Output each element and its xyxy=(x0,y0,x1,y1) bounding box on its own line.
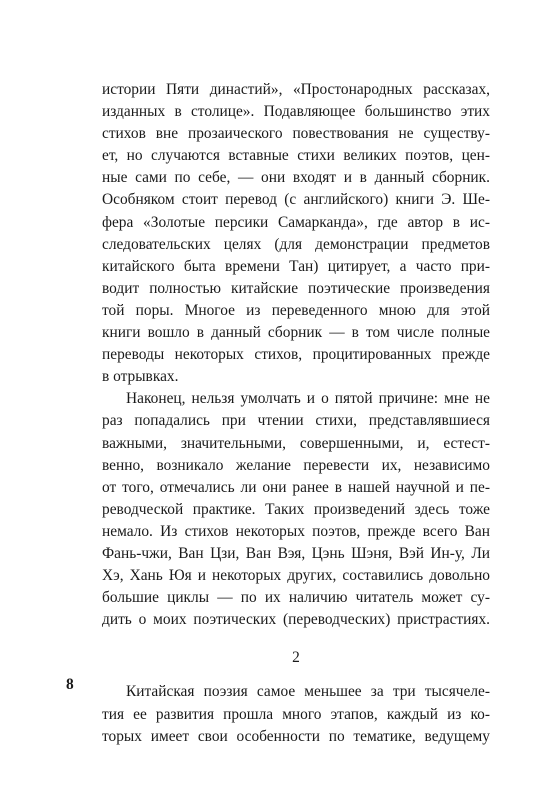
text-line: реводческой практике. Таких произведений здесь тоже xyxy=(102,500,490,518)
text-line: водит полностью китайские поэтические произведения xyxy=(102,279,490,297)
text-line: раз попадались при чтении стихи, представлявшиеся xyxy=(102,412,490,430)
page-body xyxy=(102,79,490,748)
text-line: Фань-чжи, Ван Цзи, Ван Вэя, Цэнь Шэня, Вэй Ин-у, Ли xyxy=(102,544,490,562)
text-line: Китайская поэзия самое меньшее за три тысячеле- xyxy=(126,683,490,701)
text-line: переводы некоторых стихов, процитированных прежде xyxy=(102,346,490,364)
text-line: в отрывках. xyxy=(102,368,179,386)
text-line: Особняком стоит перевод (с английского) книги Э. Ше- xyxy=(102,191,490,209)
text-line: венно, возникало желание перевести их, независимо xyxy=(102,456,490,474)
text-line: тия ее развития прошла много этапов, каждый из ко- xyxy=(102,705,490,723)
text-line: ет, но случаются вставные стихи великих поэтов, цен- xyxy=(102,147,490,165)
section-heading: 2 xyxy=(292,649,300,667)
paragraph-1 xyxy=(102,79,490,388)
page-number: 8 xyxy=(66,676,74,693)
text-line: важными, значительными, совершенными, и, естест- xyxy=(102,434,490,452)
paragraph-2 xyxy=(102,388,490,631)
spacer xyxy=(102,631,490,645)
text-line: торых имеет свои особенности по тематике, ведущему xyxy=(102,727,490,745)
text-line: стихов вне прозаического повествования не существу- xyxy=(102,125,490,143)
text-line: фера «Золотые персики Самарканда», где автор в ис- xyxy=(102,213,490,231)
text-line: Наконец, нельзя умолчать и о пятой причине: мне не xyxy=(126,390,490,408)
text-line: истории Пяти династий», «Простонародных рассказах, xyxy=(102,81,490,98)
text-line: изданных в столице». Подавляющее большинство этих xyxy=(102,103,490,121)
text-line: дить о моих поэтических (переводческих) пристрастиях. xyxy=(102,611,490,629)
spacer xyxy=(102,669,490,681)
paragraph-3 xyxy=(102,681,490,747)
text-line: от того, отмечались ли они ранее в нашей научной и пе- xyxy=(102,478,490,496)
text-line: немало. Из стихов некоторых поэтов, прежде всего Ван xyxy=(102,522,490,540)
text-line: той поры. Многое из переведенного мною для этой xyxy=(102,301,490,319)
text-line: Хэ, Хань Юя и некоторых других, составились довольно xyxy=(102,567,490,585)
text-line: следовательских целях (для демонстрации предметов xyxy=(102,235,490,253)
text-line: ные сами по себе, — они входят и в данный сборник. xyxy=(102,169,490,187)
text-line: китайского быта времени Тан) цитирует, а часто при- xyxy=(102,257,490,275)
text-line: книги вошло в данный сборник — в том числе полные xyxy=(102,324,490,342)
text-line: большие циклы — по их наличию читатель может су- xyxy=(102,589,490,607)
